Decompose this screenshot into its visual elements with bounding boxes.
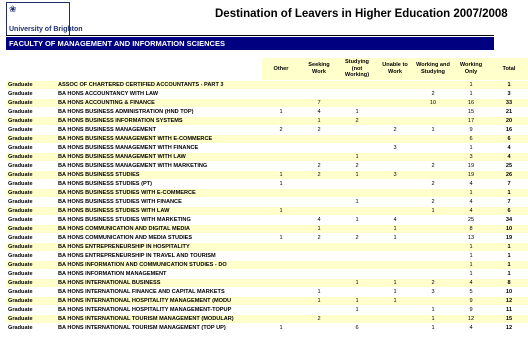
count-cell: 8 [452, 225, 490, 234]
table-row [6, 162, 528, 171]
level-cell: Graduate [6, 234, 56, 243]
count-cell: 1 [338, 108, 376, 117]
level-cell: Graduate [6, 162, 56, 171]
count-cell [414, 108, 452, 117]
count-cell [300, 189, 338, 198]
count-cell [262, 81, 300, 90]
count-cell [262, 189, 300, 198]
course-cell: BA HONS BUSINESS STUDIES (PT) [56, 180, 262, 189]
table-row [6, 90, 528, 99]
count-cell [376, 135, 414, 144]
level-cell: Graduate [6, 270, 56, 279]
count-cell [376, 261, 414, 270]
table-row [6, 234, 528, 243]
table-row [6, 243, 528, 252]
total-cell: 16 [490, 126, 528, 135]
count-cell: 1 [300, 225, 338, 234]
course-cell: BA HONS INFORMATION AND COMMUNICATION STUDIES - DO [56, 261, 262, 270]
level-cell: Graduate [6, 135, 56, 144]
count-cell [414, 153, 452, 162]
count-cell [262, 225, 300, 234]
count-cell [262, 243, 300, 252]
count-cell: 1 [338, 171, 376, 180]
count-cell [338, 189, 376, 198]
course-cell: BA HONS INFORMATION MANAGEMENT [56, 270, 262, 279]
count-cell [414, 144, 452, 153]
count-cell: 16 [452, 99, 490, 108]
table-row [6, 315, 528, 324]
count-cell [376, 99, 414, 108]
total-cell: 10 [490, 288, 528, 297]
count-cell [300, 270, 338, 279]
count-cell [338, 252, 376, 261]
table-header-row [6, 58, 528, 81]
count-cell [262, 297, 300, 306]
course-cell: BA HONS INTERNATIONAL TOURISM MANAGEMENT (TOP UP) [56, 324, 262, 333]
count-cell [376, 270, 414, 279]
table-row [6, 288, 528, 297]
course-cell: BA HONS BUSINESS STUDIES WITH FINANCE [56, 198, 262, 207]
count-cell: 1 [376, 279, 414, 288]
total-cell: 7 [490, 180, 528, 189]
table-row [6, 207, 528, 216]
total-cell: 15 [490, 315, 528, 324]
level-cell: Graduate [6, 153, 56, 162]
course-cell: BA HONS INTERNATIONAL HOSPITALITY MANAGEMENT-TOPUP [56, 306, 262, 315]
count-cell: 1 [262, 180, 300, 189]
count-cell: 1 [338, 198, 376, 207]
course-cell: BA HONS ACCOUNTANCY WITH LAW [56, 90, 262, 99]
count-cell [300, 243, 338, 252]
count-cell: 2 [300, 126, 338, 135]
column-header: Unable to Work [376, 58, 414, 81]
count-cell: 1 [262, 171, 300, 180]
count-cell [262, 252, 300, 261]
count-cell: 1 [300, 288, 338, 297]
course-cell: BA HONS BUSINESS MANAGEMENT WITH FINANCE [56, 144, 262, 153]
count-cell: 4 [376, 216, 414, 225]
count-cell: 15 [452, 108, 490, 117]
count-cell [300, 207, 338, 216]
count-cell [262, 288, 300, 297]
level-cell: Graduate [6, 171, 56, 180]
count-cell [300, 324, 338, 333]
count-cell: 1 [300, 297, 338, 306]
table-row [6, 225, 528, 234]
count-cell [338, 99, 376, 108]
count-cell: 9 [452, 306, 490, 315]
count-cell: 1 [414, 207, 452, 216]
count-cell: 1 [452, 252, 490, 261]
level-cell: Graduate [6, 180, 56, 189]
count-cell [338, 180, 376, 189]
count-cell: 1 [452, 270, 490, 279]
header-level-cell [6, 58, 56, 81]
column-header: Other [262, 58, 300, 81]
total-cell: 12 [490, 297, 528, 306]
count-cell [338, 270, 376, 279]
count-cell: 2 [262, 126, 300, 135]
count-cell [376, 117, 414, 126]
count-cell [376, 243, 414, 252]
count-cell [262, 198, 300, 207]
count-cell: 3 [376, 144, 414, 153]
count-cell: 1 [338, 297, 376, 306]
table-row [6, 270, 528, 279]
total-cell: 6 [490, 135, 528, 144]
level-cell: Graduate [6, 279, 56, 288]
level-cell: Graduate [6, 90, 56, 99]
course-cell: BA HONS BUSINESS MANAGEMENT [56, 126, 262, 135]
count-cell [262, 315, 300, 324]
course-cell: BA HONS BUSINESS MANAGEMENT WITH LAW [56, 153, 262, 162]
count-cell: 2 [414, 162, 452, 171]
logo-emblem-icon: ❀ [9, 4, 17, 14]
total-cell: 19 [490, 234, 528, 243]
total-cell: 21 [490, 108, 528, 117]
column-header: Working Only [452, 58, 490, 81]
count-cell: 1 [452, 189, 490, 198]
count-cell: 6 [338, 324, 376, 333]
count-cell: 17 [452, 117, 490, 126]
level-cell: Graduate [6, 126, 56, 135]
count-cell [300, 306, 338, 315]
count-cell: 1 [262, 207, 300, 216]
course-cell: BA HONS ENTREPRENEURSHIP IN TRAVEL AND TOURISM [56, 252, 262, 261]
table-row [6, 171, 528, 180]
count-cell: 4 [452, 180, 490, 189]
count-cell: 25 [452, 216, 490, 225]
count-cell [414, 252, 452, 261]
level-cell: Graduate [6, 288, 56, 297]
course-cell: BA HONS ENTREPRENEURSHIP IN HOSPITALITY [56, 243, 262, 252]
level-cell: Graduate [6, 297, 56, 306]
course-cell: BA HONS INTERNATIONAL HOSPITALITY MANAGEMENT (MODU [56, 297, 262, 306]
table-row [6, 117, 528, 126]
count-cell: 6 [452, 135, 490, 144]
count-cell [300, 81, 338, 90]
total-cell: 33 [490, 99, 528, 108]
total-cell: 26 [490, 171, 528, 180]
count-cell [414, 117, 452, 126]
count-cell: 4 [452, 198, 490, 207]
count-cell [300, 153, 338, 162]
count-cell: 1 [452, 81, 490, 90]
table-row [6, 135, 528, 144]
count-cell [376, 324, 414, 333]
title-divider [6, 35, 494, 36]
table-row [6, 279, 528, 288]
count-cell [300, 90, 338, 99]
count-cell: 1 [262, 324, 300, 333]
count-cell: 2 [338, 162, 376, 171]
count-cell [376, 252, 414, 261]
count-cell: 1 [452, 144, 490, 153]
total-cell: 6 [490, 207, 528, 216]
level-cell: Graduate [6, 306, 56, 315]
count-cell: 1 [376, 234, 414, 243]
level-cell: Graduate [6, 189, 56, 198]
count-cell [300, 135, 338, 144]
course-cell: BA HONS COMMUNICATION AND MEDIA STUDIES [56, 234, 262, 243]
count-cell [376, 153, 414, 162]
count-cell: 2 [414, 198, 452, 207]
level-cell: Graduate [6, 252, 56, 261]
count-cell: 19 [452, 171, 490, 180]
table-row [6, 306, 528, 315]
level-cell: Graduate [6, 207, 56, 216]
count-cell [300, 198, 338, 207]
count-cell [414, 243, 452, 252]
count-cell: 1 [262, 234, 300, 243]
count-cell [262, 306, 300, 315]
header-course-cell [56, 58, 262, 81]
course-cell: BA HONS INTERNATIONAL FINANCE AND CAPITAL MARKETS [56, 288, 262, 297]
count-cell: 4 [452, 279, 490, 288]
course-cell: BA HONS BUSINESS STUDIES [56, 171, 262, 180]
level-cell: Graduate [6, 216, 56, 225]
count-cell [338, 315, 376, 324]
table-row [6, 261, 528, 270]
count-cell [338, 81, 376, 90]
total-cell: 7 [490, 198, 528, 207]
table-row [6, 108, 528, 117]
faculty-heading: FACULTY OF MANAGEMENT AND INFORMATION SCIENCES [6, 37, 494, 50]
column-header: Total [490, 58, 528, 81]
total-cell: 1 [490, 261, 528, 270]
count-cell: 3 [452, 153, 490, 162]
count-cell: 2 [414, 180, 452, 189]
total-cell: 20 [490, 117, 528, 126]
total-cell: 34 [490, 216, 528, 225]
count-cell: 1 [376, 288, 414, 297]
course-cell: BA HONS BUSINESS STUDIES WITH LAW [56, 207, 262, 216]
count-cell [414, 135, 452, 144]
count-cell: 2 [300, 171, 338, 180]
level-cell: Graduate [6, 81, 56, 90]
table-row [6, 252, 528, 261]
course-cell: BA HONS BUSINESS STUDIES WITH MARKETING [56, 216, 262, 225]
count-cell [338, 144, 376, 153]
count-cell [262, 99, 300, 108]
count-cell: 4 [300, 216, 338, 225]
count-cell: 4 [452, 324, 490, 333]
table-row [6, 81, 528, 90]
count-cell [414, 261, 452, 270]
count-cell: 3 [376, 171, 414, 180]
count-cell [376, 162, 414, 171]
count-cell: 2 [338, 117, 376, 126]
count-cell: 1 [338, 306, 376, 315]
count-cell [338, 261, 376, 270]
column-header: Working and Studying [414, 58, 452, 81]
count-cell [414, 216, 452, 225]
count-cell: 1 [414, 306, 452, 315]
total-cell: 1 [490, 252, 528, 261]
count-cell: 2 [338, 234, 376, 243]
count-cell: 19 [452, 162, 490, 171]
level-cell: Graduate [6, 99, 56, 108]
count-cell: 1 [376, 225, 414, 234]
table-row [6, 189, 528, 198]
level-cell: Graduate [6, 198, 56, 207]
course-cell: BA HONS INTERNATIONAL TOURISM MANAGEMENT (MODULAR) [56, 315, 262, 324]
count-cell [414, 189, 452, 198]
level-cell: Graduate [6, 243, 56, 252]
table-row [6, 216, 528, 225]
table-row [6, 180, 528, 189]
count-cell [338, 207, 376, 216]
count-cell: 1 [376, 297, 414, 306]
table-row [6, 144, 528, 153]
count-cell: 10 [414, 99, 452, 108]
logo-text: University of Brighton [9, 26, 83, 33]
count-cell [262, 162, 300, 171]
total-cell: 11 [490, 306, 528, 315]
course-cell: BA HONS BUSINESS INFORMATION SYSTEMS [56, 117, 262, 126]
count-cell: 3 [414, 288, 452, 297]
table-row [6, 126, 528, 135]
course-cell: BA HONS BUSINESS ADMINISTRATION (HND TOP) [56, 108, 262, 117]
count-cell [262, 261, 300, 270]
count-cell [376, 207, 414, 216]
count-cell: 2 [300, 162, 338, 171]
count-cell [262, 144, 300, 153]
count-cell [376, 81, 414, 90]
count-cell [262, 153, 300, 162]
total-cell: 1 [490, 81, 528, 90]
total-cell: 8 [490, 279, 528, 288]
destinations-table [6, 58, 528, 332]
count-cell [376, 306, 414, 315]
count-cell: 2 [300, 315, 338, 324]
count-cell: 2 [300, 234, 338, 243]
count-cell: 1 [452, 90, 490, 99]
table-row [6, 153, 528, 162]
count-cell: 1 [262, 108, 300, 117]
course-cell: BA HONS COMMUNICATION AND DIGITAL MEDIA [56, 225, 262, 234]
count-cell [376, 315, 414, 324]
course-cell: BA HONS BUSINESS STUDIES WITH E-COMMERCE [56, 189, 262, 198]
count-cell [338, 135, 376, 144]
count-cell [414, 297, 452, 306]
count-cell [300, 144, 338, 153]
total-cell: 1 [490, 189, 528, 198]
count-cell: 2 [376, 126, 414, 135]
count-cell: 1 [338, 153, 376, 162]
count-cell [262, 270, 300, 279]
total-cell: 25 [490, 162, 528, 171]
column-header: Seeking Work [300, 58, 338, 81]
course-cell: ASSOC OF CHARTERED CERTIFIED ACCOUNTANTS - PART 3 [56, 81, 262, 90]
count-cell: 1 [414, 315, 452, 324]
count-cell: 1 [338, 279, 376, 288]
count-cell: 13 [452, 234, 490, 243]
table-row [6, 297, 528, 306]
total-cell: 1 [490, 243, 528, 252]
level-cell: Graduate [6, 108, 56, 117]
count-cell: 7 [300, 99, 338, 108]
count-cell [376, 108, 414, 117]
total-cell: 4 [490, 153, 528, 162]
course-cell: BA HONS INTERNATIONAL BUSINESS [56, 279, 262, 288]
level-cell: Graduate [6, 225, 56, 234]
count-cell: 2 [414, 279, 452, 288]
count-cell [338, 90, 376, 99]
count-cell: 1 [414, 126, 452, 135]
count-cell [300, 180, 338, 189]
count-cell: 2 [414, 90, 452, 99]
count-cell [262, 135, 300, 144]
count-cell: 1 [452, 243, 490, 252]
count-cell [414, 225, 452, 234]
count-cell [376, 180, 414, 189]
count-cell [262, 279, 300, 288]
count-cell [338, 126, 376, 135]
total-cell: 10 [490, 225, 528, 234]
course-cell: BA HONS BUSINESS MANAGEMENT WITH MARKETING [56, 162, 262, 171]
count-cell: 5 [452, 288, 490, 297]
count-cell: 1 [300, 117, 338, 126]
count-cell [300, 279, 338, 288]
count-cell [300, 261, 338, 270]
total-cell: 1 [490, 270, 528, 279]
course-cell: BA HONS BUSINESS MANAGEMENT WITH E-COMMERCE [56, 135, 262, 144]
level-cell: Graduate [6, 324, 56, 333]
count-cell [414, 270, 452, 279]
count-cell: 9 [452, 126, 490, 135]
total-cell: 4 [490, 144, 528, 153]
count-cell [262, 117, 300, 126]
table-row [6, 324, 528, 333]
count-cell [376, 90, 414, 99]
count-cell [338, 288, 376, 297]
level-cell: Graduate [6, 144, 56, 153]
count-cell: 4 [300, 108, 338, 117]
page-title: Destination of Leavers in Higher Education 2007/2008 [215, 8, 508, 20]
count-cell: 12 [452, 315, 490, 324]
count-cell [300, 252, 338, 261]
count-cell [338, 225, 376, 234]
count-cell [338, 243, 376, 252]
count-cell: 1 [338, 216, 376, 225]
column-header: Studying (not Working) [338, 58, 376, 81]
count-cell: 9 [452, 297, 490, 306]
count-cell [414, 234, 452, 243]
count-cell [262, 90, 300, 99]
level-cell: Graduate [6, 315, 56, 324]
level-cell: Graduate [6, 117, 56, 126]
count-cell [376, 198, 414, 207]
count-cell: 4 [452, 207, 490, 216]
level-cell: Graduate [6, 261, 56, 270]
total-cell: 3 [490, 90, 528, 99]
total-cell: 12 [490, 324, 528, 333]
count-cell [376, 189, 414, 198]
table-row [6, 99, 528, 108]
university-logo [6, 2, 83, 36]
count-cell [262, 216, 300, 225]
course-cell: BA HONS ACCOUNTING & FINANCE [56, 99, 262, 108]
table-row [6, 198, 528, 207]
count-cell: 1 [452, 261, 490, 270]
count-cell: 1 [414, 324, 452, 333]
count-cell [414, 81, 452, 90]
count-cell [414, 171, 452, 180]
